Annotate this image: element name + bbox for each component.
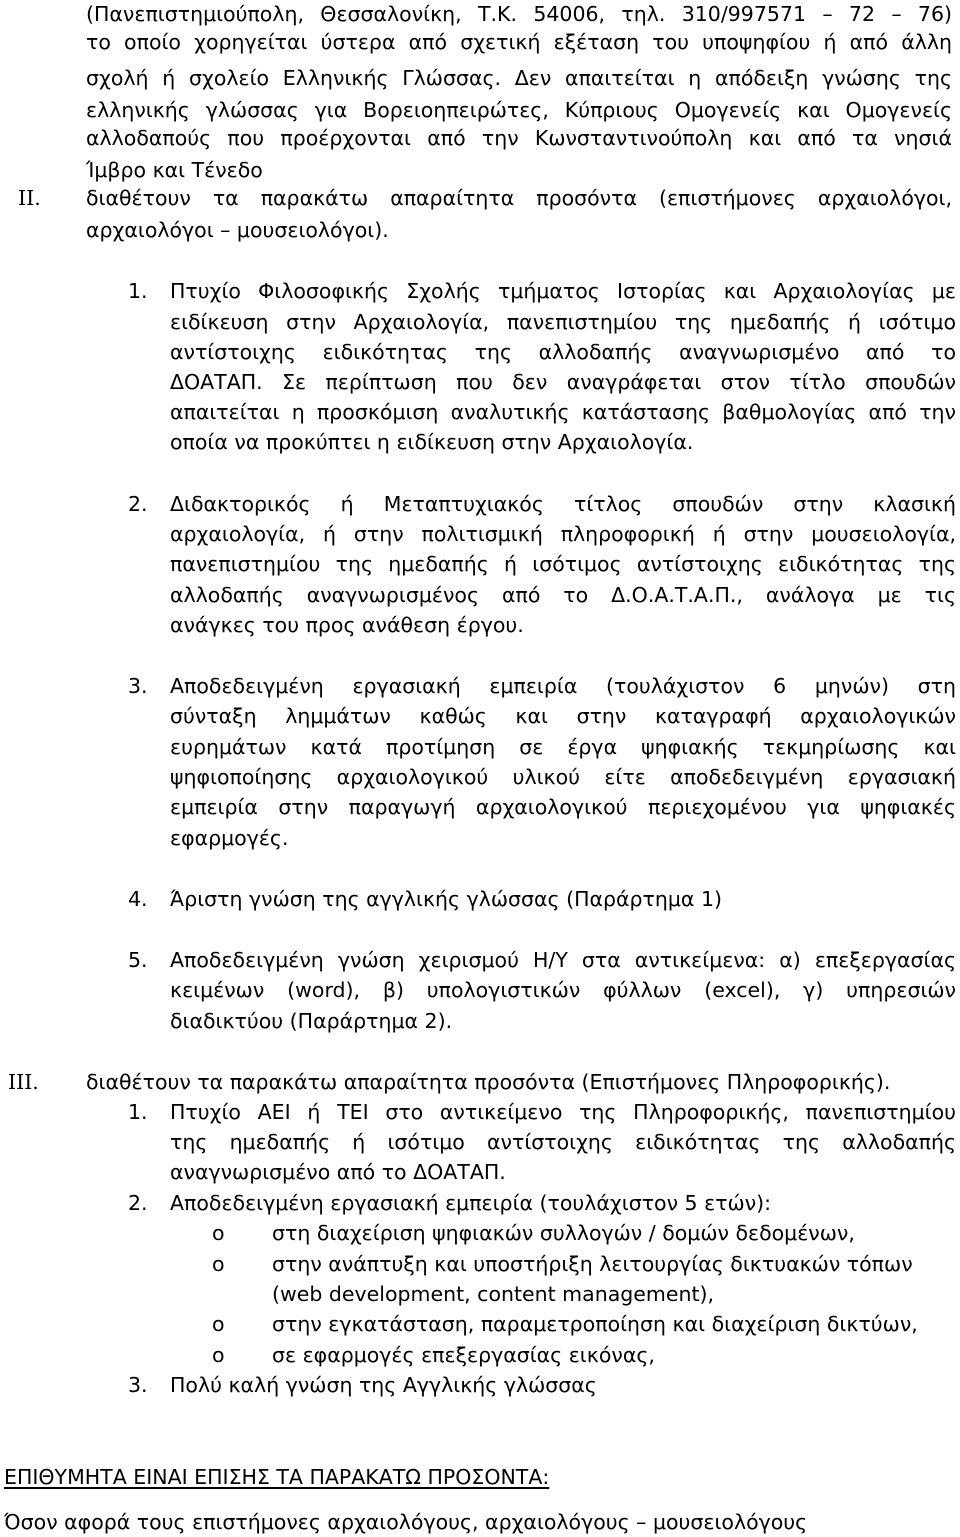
item-line: κειμένων (word), β) υπολογιστικών φύλλων (excel), γ) υπηρεσιών (170, 978, 956, 1002)
bullet-line: στη διαχείριση ψηφιακών συλλογών / δομών δεδομένων, (272, 1221, 855, 1245)
item-line: αλλοδαπής αναγνωρισμένος από το Δ.Ο.Α.Τ.Α.Π., ανάλογα με τις (170, 583, 956, 607)
item-line: Αποδεδειγμένη γνώση χειρισμού Η/Υ στα αντικείμενα: α) επεξεργασίας (170, 948, 956, 972)
intro-line: αλλοδαπούς που προέρχονται από την Κωνσταντινούπολη και από τα νησιά (86, 126, 952, 150)
item-line: Πτυχίο Φιλοσοφικής Σχολής τμήματος Ιστορίας και Αρχαιολογίας με (170, 279, 956, 303)
intro-line: (Πανεπιστημιούπολη, Θεσσαλονίκη, Τ.Κ. 54006, τηλ. 310/997571 – 72 – 76) (86, 2, 952, 26)
section-numeral: III. (8, 1070, 39, 1094)
item-line: εφαρμογές. (170, 826, 289, 850)
bullet-line: (web development, content management), (272, 1282, 715, 1306)
item-line: αναγνωρισμένο από το ΔΟΑΤΑΠ. (170, 1160, 506, 1184)
item-line: πανεπιστημίου της ημεδαπής ή ισότιμος αντίστοιχης ειδικότητας της (170, 552, 956, 576)
item-line: σύνταξη λημμάτων καθώς και στην καταγραφή αρχαιολογικών (170, 704, 956, 728)
section-intro-line: διαθέτουν τα παρακάτω απαραίτητα προσόντα (επιστήμονες αρχαιολόγοι, (86, 186, 952, 210)
bullet-line: σε εφαρμογές επεξεργασίας εικόνας, (272, 1343, 655, 1367)
item-line: ειδίκευση στην Αρχαιολογία, πανεπιστημίου της ημεδαπής ή ισότιμο (170, 310, 956, 334)
desirable-qualifications-heading: ΕΠΙΘΥΜΗΤΑ ΕΙΝΑΙ ΕΠΙΣΗΣ ΤΑ ΠΑΡΑΚΑΤΩ ΠΡΟΣΟΝΤΑ: (4, 1465, 550, 1489)
section-numeral: II. (18, 186, 41, 210)
item-number: 2. (128, 1191, 148, 1215)
item-line: ΔΟΑΤΑΠ. Σε περίπτωση που δεν αναγράφεται στον τίτλο σπουδών (170, 370, 956, 394)
item-line: Διδακτορικός ή Μεταπτυχιακός τίτλος σπουδών στην κλασική (170, 492, 956, 516)
item-line: Αποδεδειγμένη εργασιακή εμπειρία (τουλάχιστον 6 μηνών) στη (170, 674, 956, 698)
item-number: 5. (128, 948, 148, 972)
item-line: Άριστη γνώση της αγγλικής γλώσσας (Παράρτημα 1) (170, 887, 722, 911)
item-line: αρχαιολογία, ή στην πολιτισμική πληροφορική ή στην μουσειολογία, (170, 522, 956, 546)
item-line: της ημεδαπής ή ισότιμο αντίστοιχης ειδικότητας της αλλοδαπής (170, 1130, 956, 1154)
item-line: Πτυχίο ΑΕΙ ή ΤΕΙ στο αντικείμενο της Πληροφορικής, πανεπιστημίου (170, 1100, 956, 1124)
intro-line: ελληνικής γλώσσας για Βορειοηπειρώτες, Κύπριους Ομογενείς και Ομογενείς (86, 98, 952, 122)
item-number: 4. (128, 887, 148, 911)
bullet-line: στην ανάπτυξη και υποστήριξη λειτουργίας δικτυακών τόπων (272, 1252, 913, 1276)
bullet-marker: o (212, 1343, 225, 1367)
section-intro-line: αρχαιολόγοι – μουσειολόγοι). (86, 218, 389, 242)
item-line: Πολύ καλή γνώση της Αγγλικής γλώσσας (170, 1373, 597, 1397)
intro-line: σχολή ή σχολείο Ελληνικής Γλώσσας. Δεν απαιτείται η απόδειξη γνώσης της (86, 66, 952, 90)
item-line: ανάγκες του προς ανάθεση έργου. (170, 613, 524, 637)
section-intro-line: διαθέτουν τα παρακάτω απαραίτητα προσόντα (Επιστήμονες Πληροφορικής). (86, 1070, 891, 1094)
item-number: 3. (128, 1373, 148, 1397)
bullet-marker: o (212, 1221, 225, 1245)
item-number: 1. (128, 1100, 148, 1124)
item-line: απαιτείται η προσκόμιση αναλυτικής κατάστασης βαθμολογίας από την (170, 400, 956, 424)
item-line: οποία να προκύπτει η ειδίκευση στην Αρχαιολογία. (170, 430, 694, 454)
bullet-line: στην εγκατάσταση, παραμετροποίηση και διαχείριση δικτύων, (272, 1312, 918, 1336)
item-number: 3. (128, 674, 148, 698)
intro-line: Ίμβρο και Τένεδο (86, 158, 263, 182)
bullet-marker: o (212, 1312, 225, 1336)
item-line: διαδικτύου (Παράρτημα 2). (170, 1009, 453, 1033)
item-line: Αποδεδειγμένη εργασιακή εμπειρία (τουλάχιστον 5 ετών): (170, 1191, 772, 1215)
item-number: 2. (128, 492, 148, 516)
intro-line: το οποίο χορηγείται ύστερα από σχετική εξέταση του υποψηφίου ή από άλλη (86, 30, 952, 54)
bullet-marker: o (212, 1252, 225, 1276)
item-number: 1. (128, 279, 148, 303)
item-line: ευρημάτων κατά προτίμηση σε έργα ψηφιακής τεκμηρίωσης και (170, 735, 956, 759)
footer-line: Όσον αφορά τους επιστήμονες αρχαιολόγους, αρχαιολόγους – μουσειολόγους (4, 1510, 808, 1534)
item-line: αντίστοιχης ειδικότητας της αλλοδαπής αναγνωρισμένο από το (170, 340, 956, 364)
item-line: εμπειρία στην παραγωγή αρχαιολογικού περιεχομένου για ψηφιακές (170, 795, 956, 819)
item-line: ψηφιοποίησης αρχαιολογικού υλικού είτε αποδεδειγμένη εργασιακή (170, 765, 956, 789)
